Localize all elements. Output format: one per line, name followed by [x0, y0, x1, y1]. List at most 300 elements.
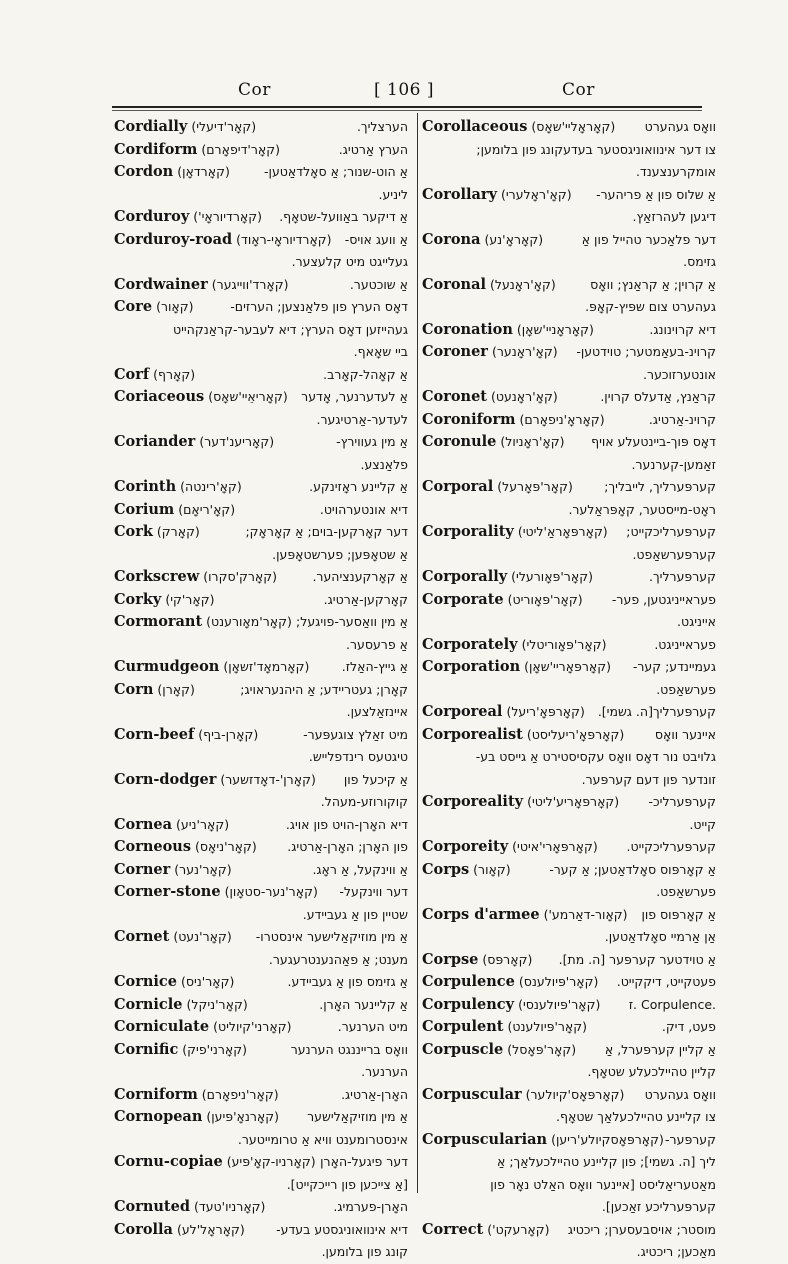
entry-first-line [422, 949, 716, 972]
definition-continuation: קוקורוזע-מעהל. [320, 794, 408, 809]
dictionary-entry [422, 971, 716, 994]
entry-first-line [114, 206, 408, 229]
pronunciation: (קאָור-דאַרמע') [543, 906, 628, 922]
pronunciation: (קאָרדיוראָי-ראָוד) [236, 231, 332, 247]
definition: דיא אונטערהויט. [319, 501, 408, 517]
entry-first-line [114, 296, 408, 319]
dictionary-entry [114, 386, 408, 431]
pronunciation: (קאָר'פּיולענס) [518, 974, 599, 989]
entry-first-line [114, 656, 408, 679]
entry-first-line [422, 634, 716, 657]
headword: Corporately [422, 635, 518, 653]
dictionary-entry [422, 1219, 716, 1264]
dictionary-entry [114, 161, 408, 206]
entry-first-line [422, 184, 716, 207]
definition: קרוינ-בעאַמטער; טוידטען- [576, 344, 716, 359]
entry-first-line [422, 229, 716, 252]
definition-continuation: ראָט-מייסטער, קאָפּראַלער. [568, 501, 716, 517]
entry-first-line [422, 859, 716, 882]
entry-first-line [114, 589, 408, 612]
dictionary-entry [114, 296, 408, 364]
pronunciation: (קאָרפּאָסקיולע'ריען) [551, 1131, 664, 1147]
dictionary-entry [422, 701, 716, 724]
definition-continuation: גלויבט נור דאָס וואָס עקסיסטירט אַ גייסט בע- [475, 749, 716, 764]
headword: Correct [422, 1220, 484, 1238]
pronunciation: (קאָר'פּאָוריט) [507, 591, 583, 607]
headword: Cornu-copiae [114, 1153, 223, 1170]
definition-continuation: אַן אַרמיי סאָלדאַטען. [604, 929, 716, 944]
entry-first-line [114, 274, 408, 297]
pronunciation: (קאָרפּאָריי'שאָן) [524, 659, 612, 674]
pronunciation: (קאָרפּאָרי'איטי) [512, 839, 598, 854]
definition: קערפּערליך, לייבליך; [604, 479, 716, 494]
entry-first-line [114, 1151, 408, 1174]
headword: Cornuted [114, 1198, 190, 1215]
definition: פון האָרן; האָרן-אַרטיג. [287, 839, 408, 854]
definition: קאָרן; געטריידע; אַ היהנעראויג; [240, 681, 408, 697]
pronunciation: (קאָר'פּיולענסי) [518, 996, 601, 1012]
definition: אַ קאָרפּוס סאָלדאַטען; אַ קער- [549, 861, 716, 877]
dictionary-entry [114, 1219, 408, 1264]
entry-first-line [114, 859, 408, 882]
dictionary-entry [422, 904, 716, 949]
definition-continuation: אַ שטאָפּען; פערשטאָפּען. [272, 546, 408, 562]
entry-first-line [114, 521, 408, 544]
dictionary-entry [114, 859, 408, 882]
pronunciation: (קאָרדיוראָי') [193, 209, 262, 224]
definition-continuation: ליך [ה. גשמי]; פון קליינע טהיילכעלאַך; אַ [496, 1154, 716, 1169]
dictionary-entry [422, 949, 716, 972]
dictionary-entry [114, 229, 408, 274]
headword: Corpulent [422, 1018, 504, 1035]
dictionary-entry [114, 1039, 408, 1084]
entry-first-line [422, 386, 716, 409]
pronunciation: (קאָראָליי'שאָס) [531, 119, 616, 134]
entry-first-line [422, 589, 716, 612]
definition-continuation: גזימס. [683, 254, 716, 269]
headword: Cordwainer [114, 275, 208, 293]
dictionary-entry [114, 994, 408, 1017]
dictionary-entry [114, 364, 408, 387]
dictionary-entry [422, 184, 716, 229]
definition: קערפּערליכקייט; [626, 524, 716, 539]
headword: Corn-dodger [114, 770, 217, 788]
entry-first-line [422, 971, 716, 994]
definition: האָרן-אַרטיג. [341, 1086, 408, 1102]
entry-first-line [422, 836, 716, 859]
headword: Cormorant [114, 613, 203, 630]
entry-first-line [422, 1129, 716, 1152]
entry-first-line [422, 409, 716, 432]
definition: אַ דיקער באַוועל-שטאָף. [279, 209, 408, 224]
definition: אַ גזימס פון אַ געביידע. [287, 974, 408, 989]
entry-first-line [114, 881, 408, 904]
entry-first-line [114, 994, 408, 1017]
headword: Corpuscular [422, 1085, 522, 1103]
dictionary-entry [114, 656, 408, 679]
pronunciation: (קאָרפּאָ'ריעל) [506, 704, 585, 719]
entry-first-line [114, 769, 408, 792]
headword: Corf [114, 365, 150, 383]
dictionary-entry [114, 116, 408, 139]
pronunciation: (קאָר'דיעלי) [191, 119, 257, 134]
pronunciation: (קאָר'נער) [174, 861, 232, 877]
dictionary-entry [114, 1196, 408, 1219]
dictionary-entry [422, 791, 716, 836]
entry-first-line [114, 499, 408, 522]
headword: Corporeality [422, 793, 524, 810]
entry-first-line [422, 476, 716, 499]
entry-first-line [422, 431, 716, 454]
definition: אַ גייץ-האַלז. [341, 659, 408, 674]
definition: מוסטר; אויסבעסערן; ריכטיג [567, 1221, 716, 1237]
entry-first-line [114, 724, 408, 747]
dictionary-entry [114, 521, 408, 566]
definition: אַ קאָהל-קאָרב. [323, 366, 408, 382]
pronunciation: (קאָרן) [157, 681, 195, 697]
entry-first-line [422, 791, 716, 814]
dictionary-entry [422, 859, 716, 904]
definition: איינער וואָס [654, 726, 716, 742]
definition: אַ מין געווירץ- [336, 434, 408, 449]
dictionary-entry [422, 274, 716, 319]
dictionary-entry [114, 1106, 408, 1151]
definition: וואָס ברייננגט הערנער [290, 1041, 408, 1057]
dictionary-entry [114, 814, 408, 837]
dictionary-entry [422, 1129, 716, 1219]
headword: Corollary [422, 185, 497, 203]
entry-first-line [422, 341, 716, 364]
dictionary-entry [114, 139, 408, 162]
pronunciation: (קאָרפּאָראַ'ליטי) [517, 524, 608, 539]
headword: Coronule [422, 433, 497, 450]
dictionary-entry [114, 1016, 408, 1039]
pronunciation: (קאָ'ראָלערי) [501, 186, 572, 202]
dictionary-entry [422, 566, 716, 589]
definition-continuation: פערשאַפט. [656, 884, 716, 899]
entry-first-line [422, 274, 716, 297]
dictionary-entry [422, 116, 716, 184]
pronunciation: (קאָר'מאָורענט) [206, 614, 292, 629]
pronunciation: (קאָר'ניע) [176, 816, 230, 832]
pronunciation: (קאָראָניי'שאָן) [516, 321, 594, 337]
definition-continuation: מאַכען; ריכטיג. [636, 1244, 716, 1259]
headword: Corium [114, 500, 175, 518]
definition-continuation: [אַ צייכען פון רייכקייט]. [286, 1176, 408, 1192]
entry-first-line [114, 476, 408, 499]
definition-continuation: ליניע. [378, 186, 408, 202]
definition-continuation: קליין טהיילכעלע שטאָף. [587, 1064, 716, 1079]
headword: Corniculate [114, 1018, 210, 1035]
definition: אַ מין מוזיקאַלישער אינסטרו- [255, 929, 408, 944]
pronunciation: (קאָר'ניפאָרם) [201, 1086, 279, 1102]
dictionary-entry [114, 679, 408, 724]
dictionary-entry [422, 589, 716, 634]
dictionary-entry [114, 206, 408, 229]
definition-continuation: מאַטעריאַליסט [איינער וואָס האַלט נאָר פון [490, 1176, 716, 1192]
headword: Coriander [114, 433, 196, 450]
headword: Corduroy [114, 208, 190, 225]
definition-continuation: צו קליינע טהיילכעלאַך שטאָף. [556, 1109, 716, 1124]
pronunciation: (קאָר'ניאָס) [195, 839, 257, 854]
headword: Corporealist [422, 725, 523, 743]
headword: Coronet [422, 388, 487, 405]
dictionary-entry [114, 274, 408, 297]
pronunciation: (קאָור) [473, 861, 511, 877]
headword: Corniform [114, 1085, 198, 1103]
pronunciation: (קאָראָל'לע) [176, 1221, 245, 1237]
headword: Corpulence [422, 973, 515, 990]
definition-continuation: מענט; אַ פאַהנענטרעגער. [268, 951, 408, 967]
headword: Corporeal [422, 703, 503, 720]
pronunciation: (קאָ'ראָנער) [491, 344, 558, 359]
definition: אַ קרוין; אַ קראַנץ; וואָס [590, 276, 716, 292]
dictionary-entry [422, 656, 716, 701]
definition: אַ קאָרקענציהער. [312, 569, 408, 584]
headword: Cordon [114, 163, 174, 180]
definition: האָרן-פערמיג. [333, 1199, 408, 1214]
definition: פעט, דיק. [661, 1019, 716, 1034]
entry-first-line [114, 364, 408, 387]
headword: Corps [422, 860, 470, 878]
headword: Cordially [114, 118, 188, 135]
pronunciation: (קאָר'פּאָרעל) [497, 479, 573, 494]
headword: Coroniform [422, 410, 516, 428]
headword: Corporal [422, 478, 494, 495]
dictionary-entry [114, 971, 408, 994]
pronunciation: (קאָרק'סקרו) [203, 569, 278, 584]
headword: Corpse [422, 950, 479, 968]
definition: אַ טוידטער קערפּער [ה. מת]. [558, 951, 716, 967]
definition: פעראייניגטען, פער- [611, 591, 716, 607]
definition-continuation: פלאַנצע. [360, 456, 408, 472]
pronunciation: (קאָרן'-דאָדזשער) [220, 771, 316, 787]
pronunciation: (קאָרק) [156, 524, 200, 539]
definition: קערפּערליכ- [648, 794, 716, 809]
header-rule [112, 106, 702, 108]
dictionary-entry [114, 724, 408, 769]
headword: Cordiform [114, 140, 198, 158]
definition: דאָס פּוך-ביינטעלע אויף [591, 434, 716, 449]
running-head-right: Cor [562, 80, 595, 100]
definition: קאָרקען-אַרטיג. [323, 591, 408, 607]
definition-continuation: ביי שאָאף. [353, 344, 408, 359]
definition: וואָס געהערט [644, 1086, 716, 1102]
definition-continuation: שטיין פון אַ געביידע. [302, 906, 408, 922]
entry-first-line [114, 679, 408, 702]
definition: דער פלאַכער טהייל פון אַ [581, 231, 716, 247]
headword: Corporally [422, 568, 508, 585]
headword: Corner [114, 860, 171, 878]
pronunciation: (קאָר'נעט) [173, 929, 232, 944]
definition: דיא האָרן-הויט פון אויג. [285, 816, 408, 832]
definition: קערפּערליכקייט. [626, 839, 716, 854]
pronunciation: (קאָרפּאָ'ריעליסט) [526, 726, 625, 742]
pronunciation: (קאָ'ריאָם) [178, 501, 236, 517]
headword: Cornopean [114, 1108, 203, 1125]
definition-continuation: צו דער אינוואוניגסטער בעדעקונג פון בלומען; [476, 141, 716, 157]
pronunciation: (קאָרמאָד'זשאָן) [223, 659, 310, 674]
dictionary-entry [114, 1084, 408, 1107]
definition: דער ווינקעל- [339, 884, 408, 899]
definition: הערץ אַרטיג. [338, 141, 408, 157]
dictionary-entry [422, 386, 716, 409]
entry-first-line [422, 701, 716, 724]
definition: מיט הערנער. [337, 1019, 408, 1034]
definition: אַ הוט-שנור; אַ סאָלדאַטען- [264, 164, 408, 179]
definition: אַ מין וואַסער-פויגעל; [296, 614, 408, 629]
definition-continuation: זאַמען-קערנער. [631, 456, 716, 472]
entry-first-line [422, 521, 716, 544]
definition-continuation: דיגען לעהרזאַץ. [632, 209, 716, 224]
definition: דיא אינוואוניגסטע בעדע- [276, 1221, 408, 1237]
pronunciation: (קאָרפּס) [482, 951, 533, 967]
dictionary-entry [422, 724, 716, 792]
definition: פעטקייט, דיקקייט. [616, 974, 716, 989]
pronunciation: (קאָראָ'ניפאָרם) [519, 411, 605, 427]
definition-continuation: קייט. [689, 816, 716, 832]
headword: Corolla [114, 1220, 173, 1238]
headword: Cornea [114, 815, 173, 833]
pronunciation: (קאָר'נער-סטאָון) [224, 884, 318, 899]
definition: דער פיגעל-האָרן [320, 1154, 408, 1169]
definition: הערצליך. [356, 119, 408, 134]
definition: קרוינ-אַרטיג. [648, 411, 716, 427]
definition: מיט זאַלץ צוגעפּער- [303, 726, 408, 742]
definition: קערפּער- [665, 1131, 716, 1147]
definition: אַ קיכעל פון [343, 771, 408, 787]
dictionary-entry [114, 926, 408, 971]
entry-first-line [422, 1084, 716, 1107]
pronunciation: (קאָרן-ביף) [198, 726, 259, 742]
entry-first-line [422, 904, 716, 927]
pronunciation: (קאָור) [156, 299, 194, 314]
entry-first-line [114, 229, 408, 252]
dictionary-entry [114, 566, 408, 589]
headword: Curmudgeon [114, 658, 220, 675]
definition: וואָס געהערט [644, 119, 716, 134]
headword: Corpulency [422, 995, 515, 1013]
dictionary-entry [422, 476, 716, 521]
pronunciation: (קאָרפּאָריע'ליטי) [527, 794, 620, 809]
headword: Corner-stone [114, 883, 221, 900]
pronunciation: (קאָר'ניס) [180, 974, 235, 989]
running-head-left: Cor [238, 80, 271, 100]
entry-first-line [114, 1016, 408, 1039]
dictionary-entry [422, 409, 716, 432]
dictionary-entry [114, 611, 408, 656]
headword: Core [114, 298, 153, 315]
pronunciation: (קאָריענ'דער) [199, 434, 275, 449]
definition: דיא קרוינונג. [649, 321, 716, 337]
pronunciation: (קאָר'פּאָסל) [507, 1041, 577, 1057]
definition-continuation: זונדער פון דעם קערפּער. [581, 771, 716, 787]
header-rule-thin [112, 110, 702, 111]
pronunciation: (קאָרד'ווייגער) [211, 276, 289, 292]
pronunciation: (קאָרניו-קאָ'פּיע) [226, 1154, 316, 1169]
pronunciation: (קאָ'רינטה) [180, 479, 242, 494]
definition: אַ ווינקעל, אַ ראָג. [312, 861, 408, 877]
entry-first-line [114, 1106, 408, 1129]
headword: Cornific [114, 1040, 179, 1058]
pronunciation: (קאָרעקט') [487, 1221, 550, 1237]
entry-first-line [114, 161, 408, 184]
headword: Corinth [114, 478, 177, 495]
pronunciation: (קאָריאֵיי'שאָס) [208, 389, 288, 404]
definition-continuation: הערנער. [361, 1064, 408, 1079]
entry-first-line [114, 566, 408, 589]
right-column [422, 116, 716, 1264]
headword: Corporality [422, 523, 514, 540]
pronunciation: (קאָ'ראָניול) [500, 434, 565, 449]
entry-first-line [114, 431, 408, 454]
pronunciation: (קאָר'ניקל) [186, 996, 248, 1012]
definition: פעראייניגט. [654, 636, 716, 652]
headword: Coroner [422, 343, 488, 360]
pronunciation: (קאָרני'קיוליט) [213, 1019, 292, 1034]
entry-first-line [422, 566, 716, 589]
definition-continuation: אייניגט. [677, 614, 716, 629]
headword: Corpuscle [422, 1040, 504, 1058]
headword: Cork [114, 523, 153, 540]
headword: Corporate [422, 590, 504, 608]
headword: Corkscrew [114, 568, 200, 585]
entry-first-line [422, 656, 716, 679]
definition: דער קאָרקען-בוים; אַ קאָראָק; [245, 524, 408, 539]
definition: אַ מין מוזיקאַלישער [307, 1109, 408, 1124]
dictionary-entry [422, 229, 716, 274]
pronunciation: (קאָר'דיפאָרם) [201, 141, 280, 157]
definition: אַ קליין קערפּערל, אַ [604, 1041, 716, 1057]
headword: Corpuscularian [422, 1130, 548, 1148]
definition-continuation: אינסטרומענט וויא אַ טרומייטער. [237, 1131, 408, 1147]
headword: Corneous [114, 838, 191, 855]
definition-continuation: אונטערזוכער. [643, 366, 716, 382]
entry-first-line [114, 1039, 408, 1062]
definition-continuation: קערפּערליכע זאַכען]. [601, 1199, 716, 1214]
definition: אַ קאָרפּוס פון [641, 906, 716, 922]
page-number: [ 106 ] [374, 80, 435, 100]
headword: Coriaceous [114, 388, 205, 405]
headword: Cornice [114, 973, 177, 990]
pronunciation: (קאָרניו'טעד) [194, 1199, 266, 1214]
dictionary-entry [422, 319, 716, 342]
definition: אַ קליינע ראָזינקע. [309, 479, 408, 494]
entry-first-line [422, 116, 716, 139]
entry-first-line [114, 1196, 408, 1219]
pronunciation: (קאָר'קי) [165, 591, 215, 607]
definition-continuation: קערפּערשאַפט. [632, 546, 716, 562]
entry-first-line [422, 319, 716, 342]
headword: Corps d'armee [422, 905, 540, 923]
definition: דאָס הערץ פון פלאַנצען; הערזים- [230, 299, 408, 314]
pronunciation: (קאָר'פּיולענט) [507, 1019, 588, 1034]
dictionary-entry [114, 1151, 408, 1196]
definition: אַ שלוס פון אַ פריהער- [596, 186, 716, 202]
definition: .Corpulence .ז [628, 996, 716, 1012]
pronunciation: (קאָרדאָן) [177, 164, 230, 179]
dictionary-entry [114, 836, 408, 859]
pronunciation: (קאָ'ראָנעל) [489, 276, 556, 292]
headword: Corduroy-road [114, 230, 233, 248]
dictionary-entry [422, 1039, 716, 1084]
definition-continuation: איינזאַלצען. [346, 704, 408, 719]
dictionary-entry [422, 341, 716, 386]
definition-continuation: לעדער-אַרטיגער. [316, 411, 408, 427]
entry-first-line [114, 1084, 408, 1107]
definition: קראַנץ, אַדעלס קרוין. [600, 389, 716, 404]
definition-continuation: געהערט צום שפּיץ-קאָפּ. [585, 299, 716, 314]
